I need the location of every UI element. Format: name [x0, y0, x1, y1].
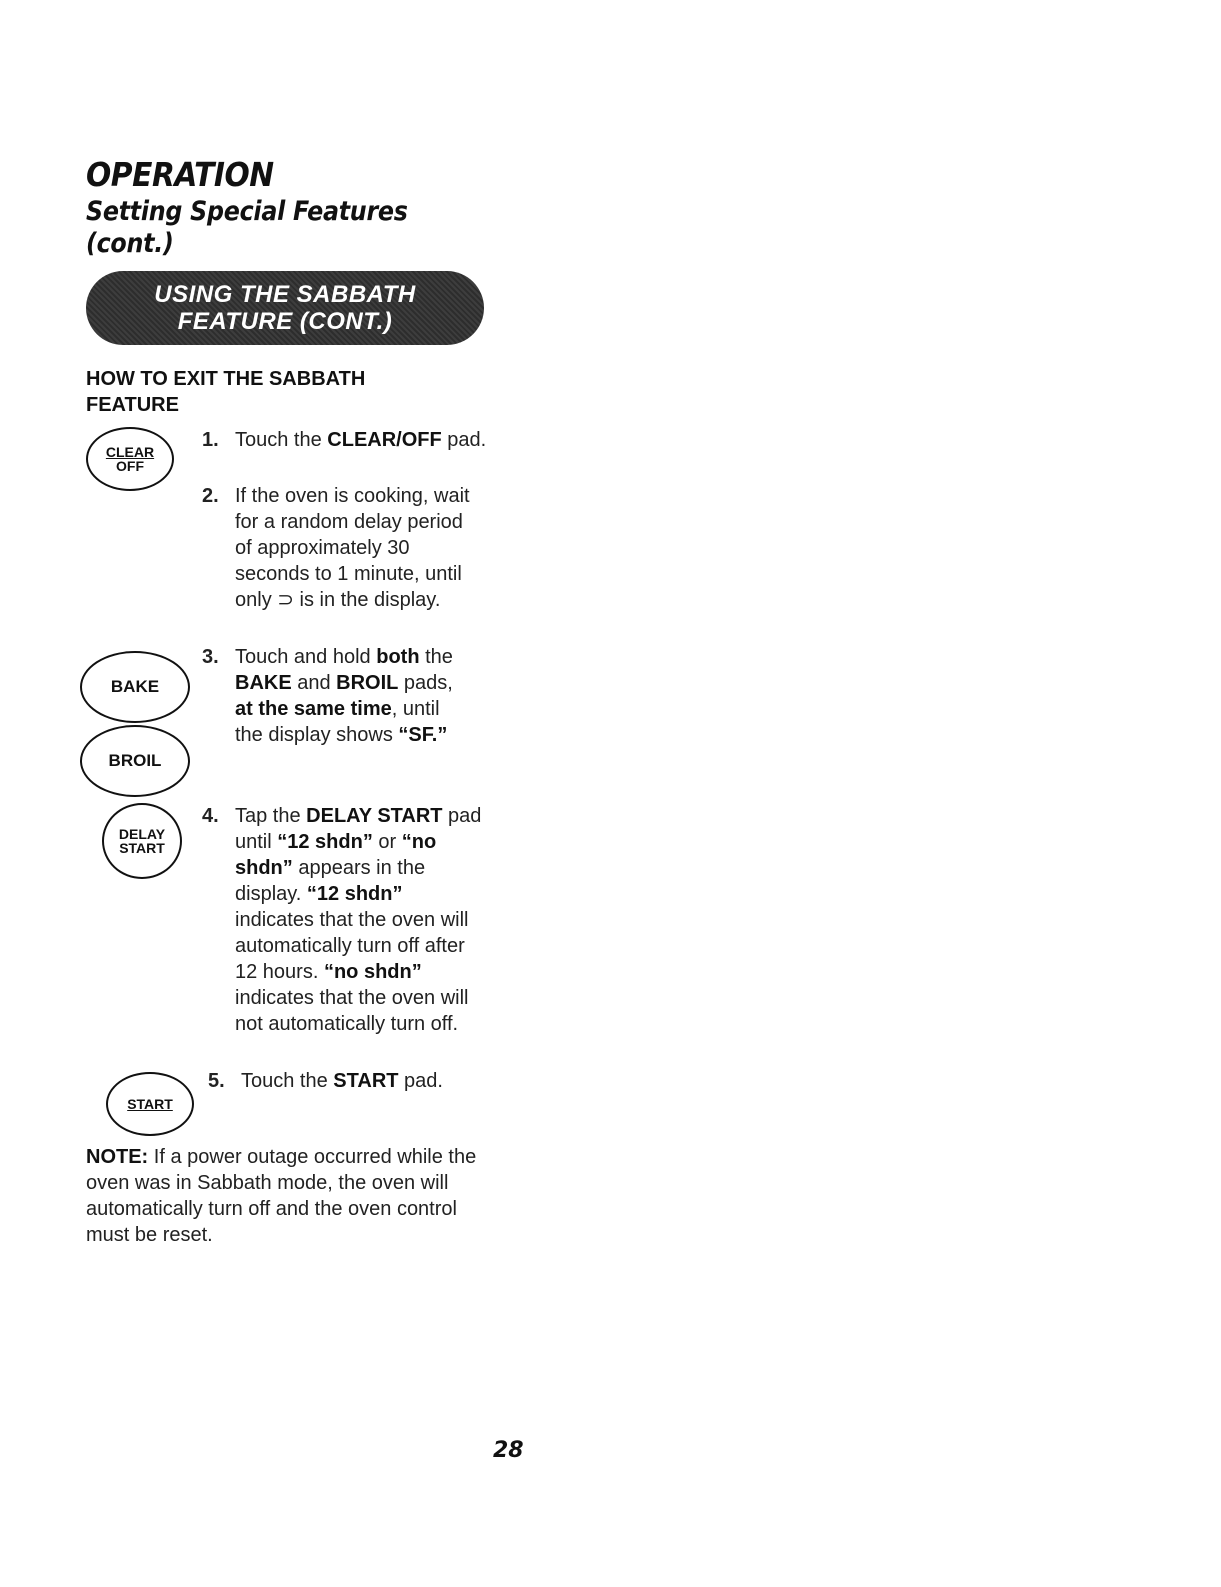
- step-text: Tap the DELAY START pad until “12 shdn” or “no shdn” appears in the display. “12 shdn” indicates that the oven will automatically turn off after 12 hours. “no shdn” indicates that the oven will not automatically turn off.: [235, 805, 482, 1035]
- step-text: Touch and hold both the BAKE and BROIL pads, at the same time, until the display shows “SF.”: [235, 646, 453, 746]
- step-1: [202, 427, 492, 453]
- step-text: Touch the CLEAR/OFF pad.: [235, 429, 487, 451]
- power-outage-note: [86, 1144, 496, 1248]
- exit-sabbath-heading: [86, 366, 466, 418]
- clear-pad-label: CLEAR: [105, 444, 155, 460]
- step-2: [202, 483, 482, 613]
- step-3: [202, 644, 472, 748]
- step-number: 5.: [208, 1070, 225, 1092]
- delay-start-pad-label: START: [119, 840, 165, 856]
- off-pad-label: OFF: [116, 458, 144, 474]
- bake-pad-label: BAKE: [110, 677, 160, 696]
- step-text: If the oven is cooking, wait for a random delay period of approximately 30 seconds to 1 minute, until only ⊃ is in the display.: [235, 485, 470, 611]
- exit-heading-line-2: FEATURE: [86, 394, 179, 416]
- start-pad-label: START: [127, 1096, 173, 1112]
- delay-start-pad-icon: [102, 803, 182, 879]
- subtitle-line-2: (cont.): [86, 228, 174, 259]
- page-subtitle: [86, 196, 438, 260]
- section-banner: [86, 271, 484, 345]
- subtitle-line-1: Setting Special Features: [86, 196, 408, 227]
- bake-pad-icon: [80, 651, 190, 723]
- clear-off-pad-icon: [86, 427, 174, 491]
- section-title: OPERATION: [86, 155, 274, 194]
- banner-line-2: FEATURE (CONT.): [177, 308, 393, 335]
- start-pad-icon: [106, 1072, 194, 1136]
- step-4: [202, 803, 482, 1037]
- delay-pad-label: DELAY: [118, 826, 166, 842]
- note-text: If a power outage occurred while the oven was in Sabbath mode, the oven will automatically turn off and the oven control must be reset.: [86, 1146, 477, 1246]
- step-number: 1.: [202, 429, 219, 451]
- note-label: NOTE:: [86, 1146, 149, 1168]
- banner-line-1: USING THE SABBATH: [154, 281, 416, 308]
- step-5: [208, 1068, 498, 1094]
- page-number: 28: [493, 1438, 524, 1463]
- exit-heading-line-1: HOW TO EXIT THE SABBATH: [86, 368, 366, 390]
- broil-pad-label: BROIL: [108, 751, 162, 770]
- step-number: 3.: [202, 646, 219, 668]
- step-number: 4.: [202, 805, 219, 827]
- broil-pad-icon: [80, 725, 190, 797]
- step-text: Touch the START pad.: [241, 1070, 443, 1092]
- step-number: 2.: [202, 485, 219, 507]
